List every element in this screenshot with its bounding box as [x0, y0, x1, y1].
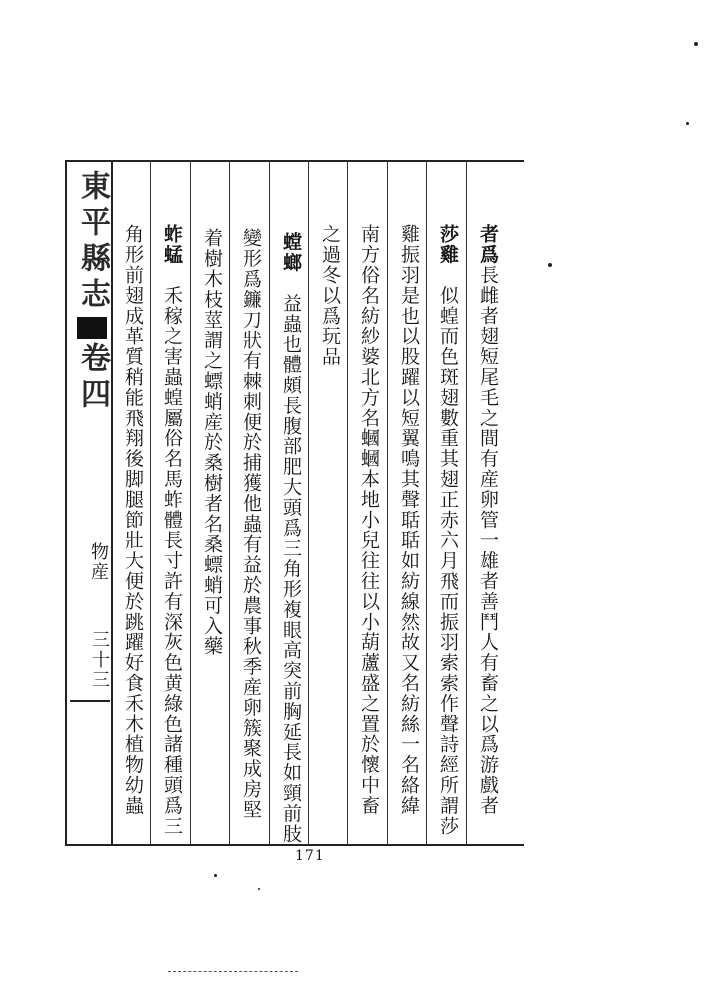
- margin-title-text: 東平縣志: [75, 170, 110, 314]
- fishtail-mark: [77, 317, 107, 339]
- scan-speck: [548, 263, 552, 267]
- column-text: 雞振羽是也以股躍以短翼鳴其聲聒聒如紡線然故又名紡絲一名絡緯: [398, 224, 420, 816]
- text-column: [476, 224, 500, 816]
- column-rule: [347, 160, 348, 844]
- column-text: 角形前翅成革質稍能飛翔後脚腿節壯大便於跳躍好食禾木植物幼蟲: [122, 224, 144, 816]
- column-rule: [269, 160, 270, 844]
- entry-heading: 莎雞: [437, 224, 459, 265]
- page-number: 171: [295, 848, 325, 864]
- column-text: 禾稼之害蟲蝗屬俗名馬蚱體長寸許有深灰色黄綠色諸種頭爲三: [161, 264, 183, 837]
- column-text: 長雌者翅短尾毛之間有産卵管一雄者善鬥人有畜之以爲游戲者: [477, 264, 499, 816]
- scan-speck: [686, 122, 689, 125]
- text-column: [318, 224, 342, 367]
- folio-rule: [70, 700, 110, 702]
- column-rule: [466, 160, 467, 844]
- column-rule: [111, 160, 113, 844]
- margin-volume: 卷四: [75, 342, 110, 414]
- scan-smudge: [168, 971, 298, 973]
- column-text: 似蝗而色斑翅數重其翅正赤六月飛而振羽索索作聲詩經所謂莎: [437, 264, 459, 837]
- column-text: 之過冬以爲玩品: [319, 224, 341, 367]
- entry-heading: 螳螂: [280, 232, 302, 273]
- text-column: [239, 228, 263, 820]
- entry-heading: 者爲: [477, 224, 499, 265]
- text-column: [200, 228, 224, 656]
- column-rule: [387, 160, 388, 844]
- text-column: [397, 224, 421, 816]
- column-rule: [308, 160, 309, 844]
- text-column: [279, 232, 303, 844]
- text-column: [436, 224, 460, 836]
- text-column: [357, 224, 381, 816]
- column-text: 着樹木枝莖謂之螵蛸産於桑樹者名桑螵蛸可入藥: [201, 228, 223, 657]
- column-text: 變形爲鐮刀狀有棘刺便於捕獲他蟲有益於農事秋季産卵簇聚成房堅: [240, 228, 262, 820]
- column-text: 益蟲也體頗長腹部肥大頭爲三角形複眼高突前胸延長如頸前肢: [280, 272, 302, 845]
- column-rule: [190, 160, 191, 844]
- margin-section: 物産: [88, 542, 109, 582]
- column-rule: [150, 160, 151, 844]
- scan-speck: [214, 874, 217, 877]
- column-text: 南方俗名紡紗婆北方名蟈蟈本地小兒往往以小葫蘆盛之置於懷中畜: [358, 224, 380, 816]
- scan-speck: [258, 888, 260, 890]
- text-column: [160, 224, 184, 836]
- column-rule: [426, 160, 427, 844]
- entry-heading: 蚱蜢: [161, 224, 183, 265]
- margin-folio: 三十三: [89, 630, 110, 690]
- text-column: [121, 224, 145, 816]
- scan-speck: [694, 42, 698, 46]
- margin-title: [70, 170, 114, 414]
- column-rule: [229, 160, 230, 844]
